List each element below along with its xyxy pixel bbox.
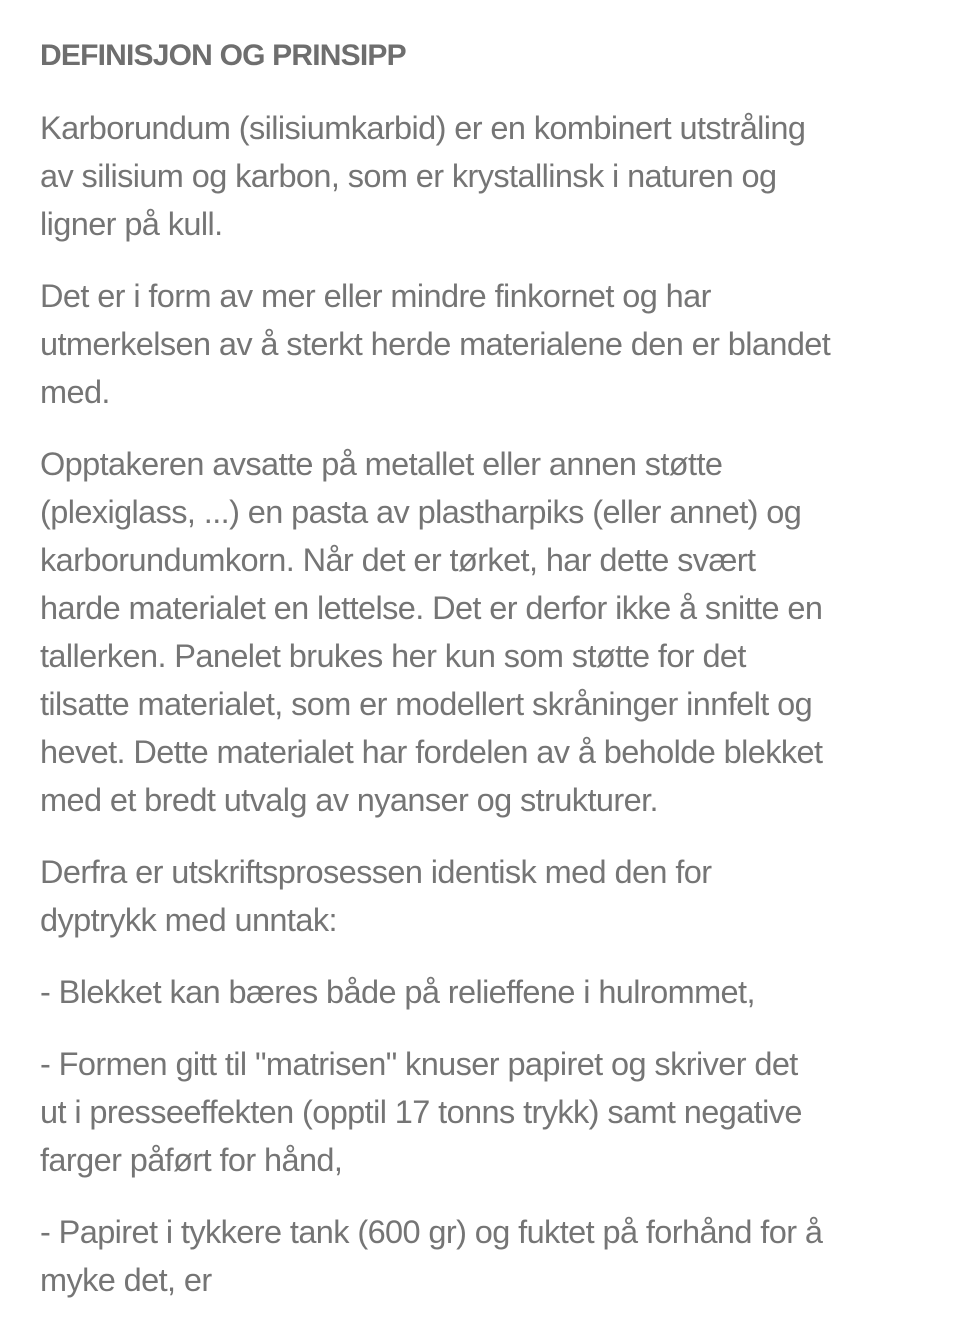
- text-line: - Formen gitt til "matrisen" knuser papiret og skriver det: [40, 1046, 798, 1082]
- text-line: karborundumkorn. Når det er tørket, har dette svært: [40, 542, 756, 578]
- text-line: med.: [40, 374, 110, 410]
- text-line: ligner på kull.: [40, 206, 223, 242]
- text-line: tilsatte materialet, som er modellert skråninger innfelt og: [40, 686, 813, 722]
- text-line: utmerkelsen av å sterkt herde materialene den er blandet: [40, 326, 831, 362]
- text-line: tallerken. Panelet brukes her kun som støtte for det: [40, 638, 746, 674]
- paragraph-process: [40, 440, 822, 824]
- text-line: (plexiglass, ...) en pasta av plastharpiks (eller annet) og: [40, 494, 802, 530]
- text-line: hevet. Dette materialet har fordelen av å beholde blekket: [40, 734, 823, 770]
- paragraph-form: [40, 272, 830, 416]
- text-line: - Papiret i tykkere tank (600 gr) og fuktet på forhånd for å: [40, 1214, 823, 1250]
- paragraph-definition: [40, 104, 805, 248]
- text-line: - Blekket kan bæres både på relieffene i hulrommet,: [40, 974, 755, 1010]
- text-line: harde materialet en lettelse. Det er derfor ikke å snitte en: [40, 590, 823, 626]
- text-line: Karborundum (silisiumkarbid) er en kombinert utstråling: [40, 110, 806, 146]
- text-line: av silisium og karbon, som er krystallinsk i naturen og: [40, 158, 777, 194]
- list-item-matrix: [40, 1040, 802, 1184]
- list-item-paper: [40, 1208, 822, 1304]
- text-line: Det er i form av mer eller mindre finkornet og har: [40, 278, 711, 314]
- list-item-ink: [40, 968, 755, 1016]
- text-line: Opptakeren avsatte på metallet eller annen støtte: [40, 446, 723, 482]
- text-line: ut i presseeffekten (opptil 17 tonns trykk) samt negative: [40, 1094, 802, 1130]
- text-line: dyptrykk med unntak:: [40, 902, 337, 938]
- text-line: med et bredt utvalg av nyanser og strukturer.: [40, 782, 658, 818]
- text-line: Derfra er utskriftsprosessen identisk med den for: [40, 854, 712, 890]
- paragraph-printing: [40, 848, 711, 944]
- text-line: farger påført for hånd,: [40, 1142, 343, 1178]
- text-line: myke det, er: [40, 1262, 212, 1298]
- section-heading: DEFINISJON OG PRINSIPP: [40, 39, 406, 72]
